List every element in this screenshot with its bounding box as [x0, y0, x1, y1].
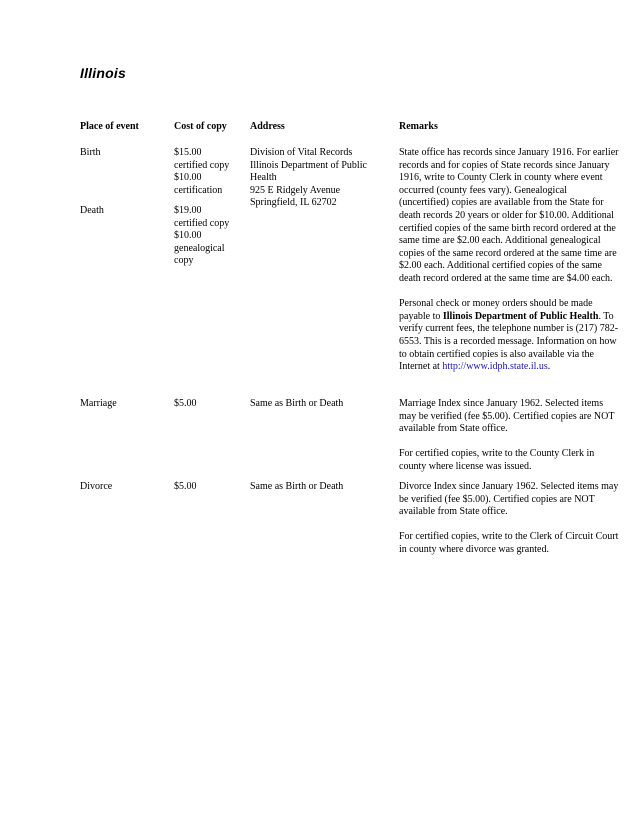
birth-cost: $15.00 certified copy $10.00 certification [174, 147, 230, 196]
state-title: Illinois [80, 65, 126, 81]
remarks-text: Personal check or money orders should be made payable to [399, 298, 593, 322]
header-cost-of-copy: Cost of copy [174, 121, 227, 132]
marriage-address: Same as Birth or Death [250, 398, 344, 409]
marriage-remarks-paragraph-2: For certified copies, write to the County Clerk in county where license was issued. [399, 448, 595, 472]
divorce-remarks [399, 481, 619, 569]
marriage-cost: $5.00 [174, 398, 197, 409]
divorce-cost: $5.00 [174, 481, 197, 492]
remarks-text: . To verify current fees, the telephone number is (217) 782-6553. This is a recorded message. Information on how to obtain certified copies is also available via the Internet at [399, 310, 619, 373]
header-remarks: Remarks [399, 121, 438, 132]
birth-death-remarks [399, 147, 619, 386]
divorce-remarks-paragraph-1: Divorce Index since January 1962. Selected items may be verified (fee $5.00). Certified copies are NOT available from State office. [399, 481, 619, 518]
birth-remarks-paragraph-2 [399, 298, 619, 374]
death-place: Death [80, 205, 104, 216]
divorce-place: Divorce [80, 481, 113, 492]
birth-address: Division of Vital Records Illinois Department of Public Health 925 E Ridgely Avenue Springfield, IL 62702 [250, 147, 367, 209]
birth-remarks-paragraph-1: State office has records since January 1916. For earlier records and for copies of State records since January 1916, write to County Clerk in county where event occurred (county fees vary). Genealogical (uncertified) copies are available from the State for death records 20 years or older for $10.00. Additional certified copies of the same birth record ordered at the same time are $2.00 each. Additional genealogical copies of the same record ordered at the same time are $2.00 each. Additional certified copies of the same death record ordered at the same time are $4.00 each. [399, 147, 619, 284]
divorce-address: Same as Birth or Death [250, 481, 344, 492]
divorce-remarks-paragraph-2: For certified copies, write to the Clerk of Circuit Court in county where divorce was granted. [399, 531, 619, 555]
birth-place: Birth [80, 147, 101, 158]
idph-website-link[interactable]: http://www.idph.state.il.us [442, 361, 548, 373]
marriage-remarks [399, 398, 619, 486]
marriage-remarks-paragraph-1: Marriage Index since January 1962. Selected items may be verified (fee $5.00). Certified copies are NOT available from State office. [399, 398, 615, 435]
marriage-place: Marriage [80, 398, 117, 409]
header-address: Address [250, 121, 285, 132]
header-place-of-event: Place of event [80, 121, 139, 132]
department-name: Illinois Department of Public Health [442, 310, 599, 322]
death-cost: $19.00 certified copy $10.00 genealogical copy [174, 205, 230, 267]
remarks-text: . [547, 361, 551, 373]
